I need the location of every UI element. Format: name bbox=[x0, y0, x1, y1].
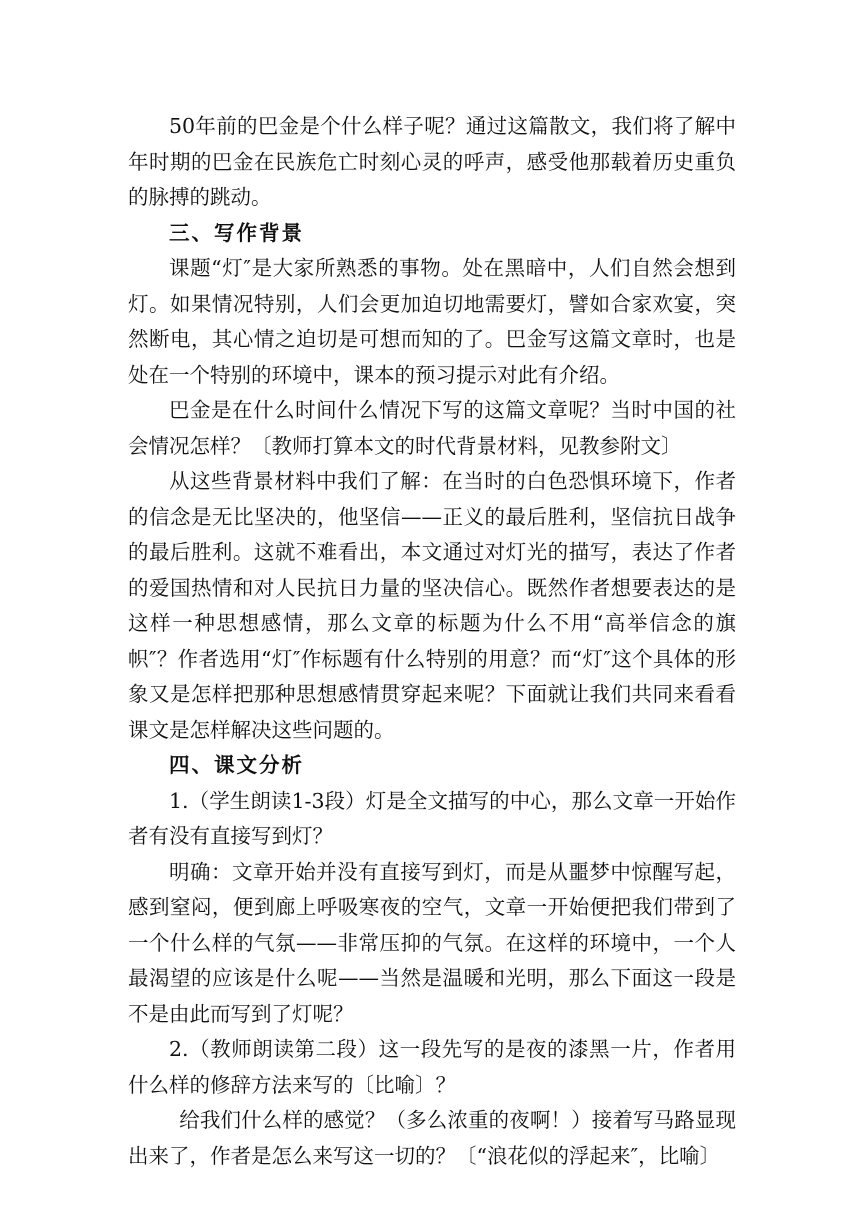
paragraph-answer-1: 明确：文章开始并没有直接写到灯，而是从噩梦中惊醒写起，感到窒闷，便到廊上呼吸寒夜的空气，文章一开始便把我们带到了一个什么样的气氛——非常压抑的气氛。在这样的环境中，一个人最渴望的应该是什么呢——当然是温暖和光明，那么下面这一段是不是由此而写到了灯呢？ bbox=[128, 859, 736, 1026]
section-heading-analysis: 四、课文分析 bbox=[169, 753, 304, 777]
paragraph-background-summary: 从这些背景材料中我们了解：在当时的白色恐惧环境下，作者的信念是无比坚决的，他坚信——正义的最后胜利，坚信抗日战争的最后胜利。这就不难看出，本文通过对灯光的描写，表达了作者的爱国热情和对人民抗日力量的坚决信心。既然作者想要表达的是这样一种思想感情，那么文章的标题为什么不用“高举信念的旗帜″？作者选用“灯″作标题有什么特别的用意？而“灯″这个具体的形象又是怎样把那种思想感情贯穿起来呢？下面就让我们共同来看看课文是怎样解决这些问题的。 bbox=[128, 469, 736, 742]
paragraph-analysis-1: 1.（学生朗读1-3段）灯是全文描写的中心，那么文章一开始作者有没有直接写到灯？ bbox=[128, 788, 736, 848]
paragraph-title-lamp: 课题“灯″是大家所熟悉的事物。处在黑暗中，人们自然会想到灯。如果情况特别，人们会更加迫切地需要灯，譬如合家欢宴，突然断电，其心情之迫切是可想而知的了。巴金写这篇文章时，也是处在一个特别的环境中，课本的预习提示对此有介绍。 bbox=[128, 256, 736, 387]
section-heading-background: 三、写作背景 bbox=[169, 220, 304, 245]
paragraph-question-background: 巴金是在什么时间什么情况下写的这篇文章呢？当时中国的社会情况怎样？〔教师打算本文的时代背景材料，见教参附文〕 bbox=[128, 398, 736, 458]
paragraph-analysis-2: 2.（教师朗读第二段）这一段先写的是夜的漆黑一片，作者用什么样的修辞方法来写的〔比喻〕？ bbox=[128, 1037, 736, 1097]
paragraph-analysis-2-followup: 给我们什么样的感觉？（多么浓重的夜啊！）接着写马路显现出来了，作者是怎么来写这一切的？〔“浪花似的浮起来″，比喻〕 bbox=[128, 1108, 736, 1168]
document-body bbox=[128, 109, 736, 1174]
paragraph-intro: 50年前的巴金是个什么样子呢？通过这篇散文，我们将了解中年时期的巴金在民族危亡时刻心灵的呼声，感受他那载着历史重负的脉搏的跳动。 bbox=[128, 114, 736, 209]
